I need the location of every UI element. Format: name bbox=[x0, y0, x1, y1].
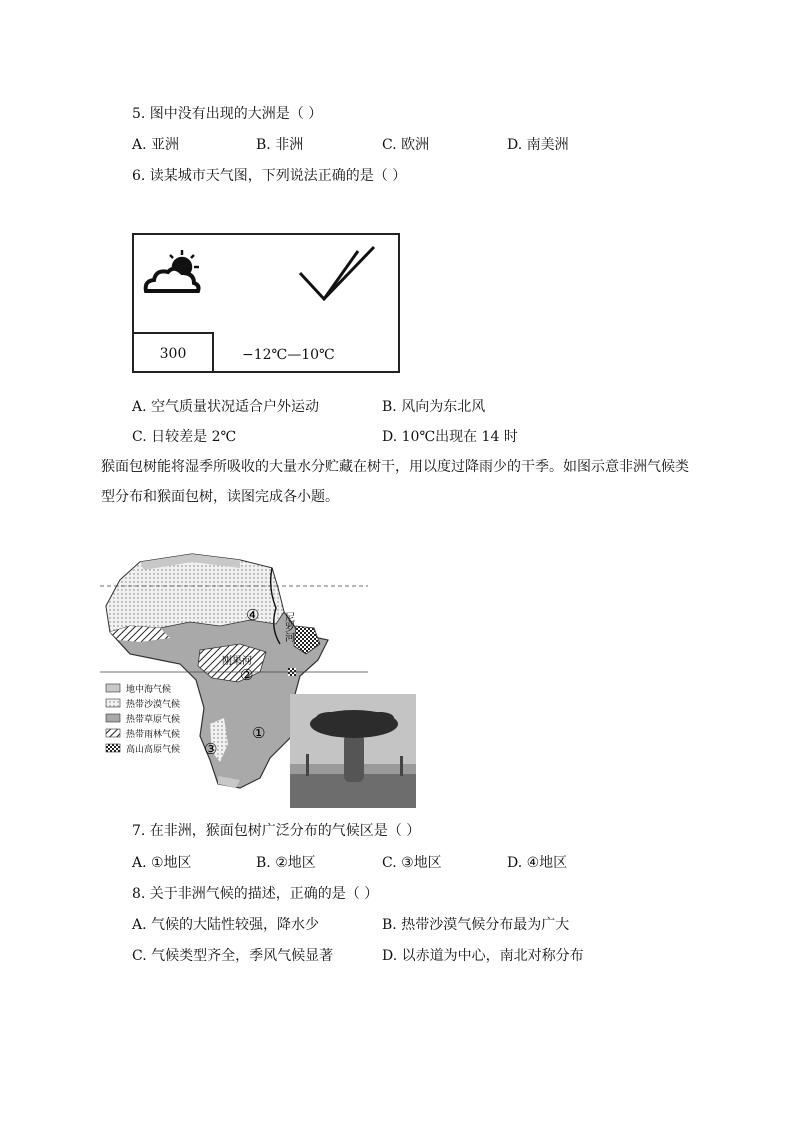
q8-option-b: B. 热带沙漠气候分布最为广大 bbox=[382, 917, 570, 933]
q7-stem: 7. 在非洲，猴面包树广泛分布的气候区是（ ） bbox=[132, 823, 421, 839]
q6-option-a: A. 空气质量状况适合户外运动 bbox=[132, 399, 320, 415]
q5-stem: 5. 图中没有出现的大洲是（ ） bbox=[132, 106, 323, 122]
q5-option-d: D. 南美洲 bbox=[507, 137, 569, 153]
congo-river-label: 刚果河 bbox=[222, 656, 252, 667]
q5-option-a: A. 亚洲 bbox=[132, 137, 180, 153]
legend-desert: 热带沙漠气候 bbox=[126, 700, 181, 710]
region-2-label: ② bbox=[240, 666, 254, 684]
intro-paragraph: 猴面包树能将湿季所吸收的大量水分贮藏在树干，用以度过降雨少的干季。如图示意非洲气候类型分布和猴面包树，读图完成各小题。 bbox=[101, 459, 689, 505]
q7-option-a: A. ①地区 bbox=[132, 855, 192, 871]
nile-river-label: 尼罗河 bbox=[282, 612, 294, 642]
weather-map-figure bbox=[132, 233, 400, 373]
q6-stem: 6. 读某城市天气图，下列说法正确的是（ ） bbox=[132, 168, 407, 184]
q8-option-c: C. 气候类型齐全，季风气候显著 bbox=[132, 948, 334, 964]
wind-direction-symbol bbox=[296, 243, 380, 303]
region-1-label: ① bbox=[252, 724, 266, 742]
q6-option-b: B. 风向为东北风 bbox=[382, 399, 486, 415]
legend-mediterranean: 地中海气候 bbox=[126, 685, 172, 695]
region-4-label: ④ bbox=[246, 606, 260, 624]
q6-option-d: D. 10℃出现在 14 时 bbox=[382, 429, 518, 445]
legend-savanna: 热带草原气候 bbox=[126, 715, 181, 725]
q7-option-c: C. ③地区 bbox=[382, 855, 442, 871]
q5-option-b: B. 非洲 bbox=[256, 137, 304, 153]
region-3-label: ③ bbox=[204, 740, 218, 758]
air-quality-index: 300 bbox=[134, 332, 214, 373]
q6-option-c: C. 日较差是 2℃ bbox=[132, 429, 237, 445]
q5-option-c: C. 欧洲 bbox=[382, 137, 430, 153]
partly-cloudy-icon bbox=[142, 247, 208, 297]
temperature-range: −12℃—10℃ bbox=[242, 347, 335, 363]
q7-option-d: D. ④地区 bbox=[507, 855, 568, 871]
africa-climate-map bbox=[100, 548, 418, 810]
baobab-tree-photo bbox=[290, 694, 416, 808]
q8-stem: 8. 关于非洲气候的描述，正确的是（ ） bbox=[132, 886, 379, 902]
q8-option-a: A. 气候的大陆性较强，降水少 bbox=[132, 917, 320, 933]
q8-option-d: D. 以赤道为中心，南北对称分布 bbox=[382, 948, 584, 964]
legend-rainforest: 热带雨林气候 bbox=[126, 730, 181, 740]
legend-highland: 高山高原气候 bbox=[126, 745, 181, 755]
q7-option-b: B. ②地区 bbox=[256, 855, 316, 871]
